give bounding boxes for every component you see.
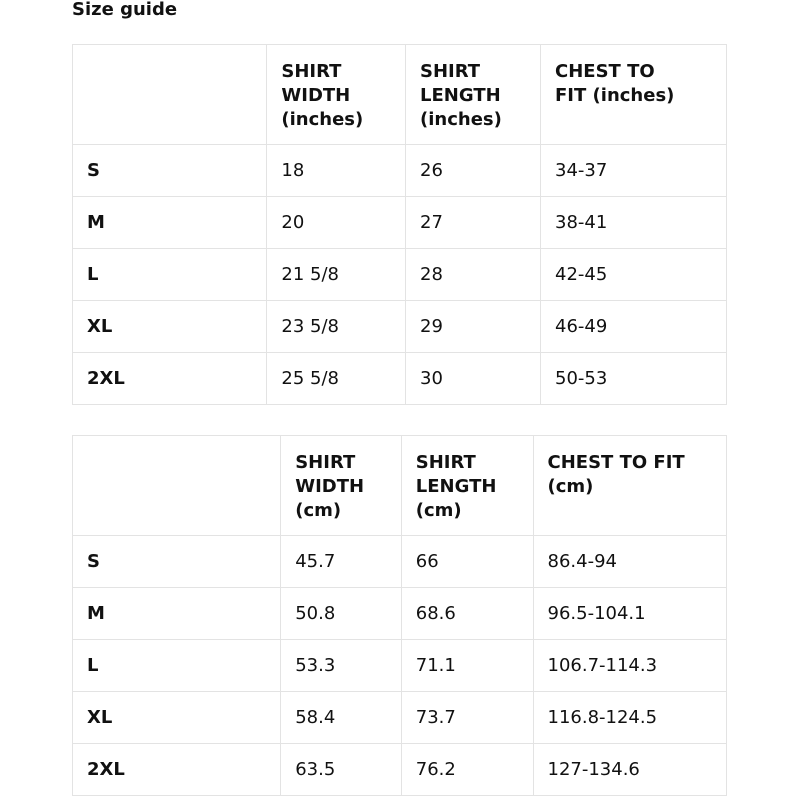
header-line: WIDTH — [295, 476, 365, 497]
length-cell: 71.1 — [401, 640, 533, 692]
chest-cell: 106.7-114.3 — [533, 640, 727, 692]
header-shirt-length — [401, 436, 533, 536]
size-cell: 2XL — [73, 744, 281, 796]
chest-cell: 86.4-94 — [533, 536, 727, 588]
table-row — [73, 744, 727, 796]
length-cell: 66 — [401, 536, 533, 588]
length-cell: 27 — [406, 197, 541, 249]
header-size — [73, 45, 267, 145]
size-cell: M — [73, 588, 281, 640]
table-row — [73, 145, 727, 197]
width-cell: 18 — [267, 145, 406, 197]
width-cell: 20 — [267, 197, 406, 249]
width-cell: 25 5/8 — [267, 353, 406, 405]
header-shirt-width — [267, 45, 406, 145]
header-line: (cm) — [547, 476, 594, 497]
length-cell: 76.2 — [401, 744, 533, 796]
chest-cell: 116.8-124.5 — [533, 692, 727, 744]
size-cell: S — [73, 145, 267, 197]
size-cell: M — [73, 197, 267, 249]
header-chest-to-fit — [533, 436, 727, 536]
table-row — [73, 692, 727, 744]
length-cell: 30 — [406, 353, 541, 405]
chest-cell: 42-45 — [541, 249, 727, 301]
header-line: SHIRT — [295, 452, 356, 473]
size-cell: L — [73, 640, 281, 692]
chest-cell: 50-53 — [541, 353, 727, 405]
table-row — [73, 197, 727, 249]
header-line: SHIRT — [415, 452, 476, 473]
header-line: CHEST TO FIT — [547, 452, 685, 473]
header-line: FIT (inches) — [555, 85, 675, 106]
size-cell: L — [73, 249, 267, 301]
chest-cell: 46-49 — [541, 301, 727, 353]
chest-cell: 96.5-104.1 — [533, 588, 727, 640]
size-cell: XL — [73, 692, 281, 744]
header-line: LENGTH — [420, 85, 501, 106]
table-row — [73, 301, 727, 353]
header-size — [73, 436, 281, 536]
width-cell: 21 5/8 — [267, 249, 406, 301]
header-line: SHIRT — [281, 61, 342, 82]
header-chest-to-fit — [541, 45, 727, 145]
length-cell: 26 — [406, 145, 541, 197]
inches-table-container[interactable] — [72, 44, 727, 409]
width-cell: 50.8 — [281, 588, 402, 640]
width-cell: 23 5/8 — [267, 301, 406, 353]
chest-cell: 127-134.6 — [533, 744, 727, 796]
size-table-cm — [72, 435, 727, 796]
size-cell: XL — [73, 301, 267, 353]
header-line: LENGTH — [415, 476, 497, 497]
table-row — [73, 353, 727, 405]
width-cell: 58.4 — [281, 692, 402, 744]
header-line: (cm) — [415, 500, 462, 521]
header-shirt-length — [406, 45, 541, 145]
header-line: (inches) — [420, 109, 502, 130]
length-cell: 29 — [406, 301, 541, 353]
cm-table-container[interactable] — [72, 435, 727, 800]
header-line: (cm) — [295, 500, 342, 521]
width-cell: 63.5 — [281, 744, 402, 796]
chest-cell: 38-41 — [541, 197, 727, 249]
width-cell: 45.7 — [281, 536, 402, 588]
size-cell: 2XL — [73, 353, 267, 405]
header-line: (inches) — [281, 109, 364, 130]
header-shirt-width — [281, 436, 402, 536]
table-row — [73, 536, 727, 588]
size-table-inches — [72, 44, 727, 405]
table-header-row — [73, 45, 727, 145]
table-row — [73, 588, 727, 640]
header-line: CHEST TO — [555, 61, 655, 82]
table-header-row — [73, 436, 727, 536]
header-line: SHIRT — [420, 61, 481, 82]
length-cell: 73.7 — [401, 692, 533, 744]
length-cell: 28 — [406, 249, 541, 301]
header-line: WIDTH — [281, 85, 351, 106]
page-title: Size guide — [72, 0, 178, 20]
table-row — [73, 249, 727, 301]
size-cell: S — [73, 536, 281, 588]
table-row — [73, 640, 727, 692]
width-cell: 53.3 — [281, 640, 402, 692]
chest-cell: 34-37 — [541, 145, 727, 197]
length-cell: 68.6 — [401, 588, 533, 640]
